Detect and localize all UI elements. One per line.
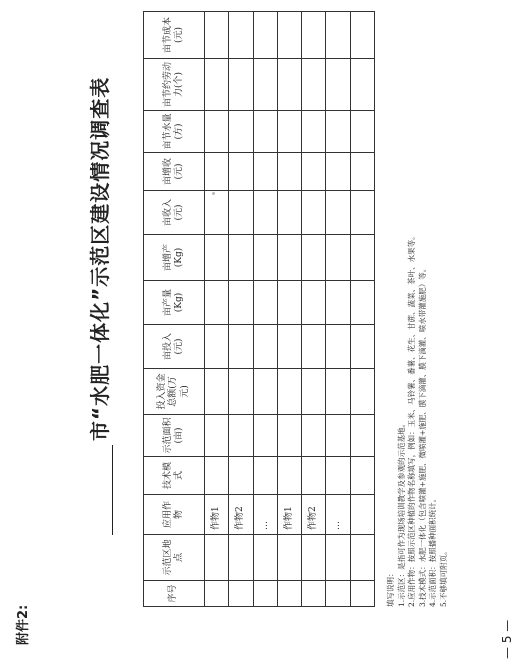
- table-cell[interactable]: [229, 581, 253, 607]
- table-cell[interactable]: [253, 457, 277, 495]
- table-cell[interactable]: [302, 535, 326, 581]
- table-cell[interactable]: [277, 235, 301, 281]
- table-cell[interactable]: [253, 281, 277, 325]
- table-cell[interactable]: [277, 325, 301, 369]
- table-cell[interactable]: [205, 535, 229, 581]
- table-cell[interactable]: [302, 581, 326, 607]
- table-cell[interactable]: [277, 191, 301, 235]
- table-cell[interactable]: [277, 153, 301, 191]
- table-cell[interactable]: 作物1: [205, 495, 229, 535]
- table-row: [326, 12, 350, 607]
- table-cell[interactable]: [350, 325, 374, 369]
- table-cell[interactable]: [253, 415, 277, 457]
- table-cell[interactable]: [350, 581, 374, 607]
- table-cell[interactable]: [350, 235, 374, 281]
- table-cell[interactable]: [229, 191, 253, 235]
- table-cell[interactable]: [253, 369, 277, 415]
- table-cell[interactable]: [277, 535, 301, 581]
- table-cell[interactable]: [326, 457, 350, 495]
- table-cell[interactable]: [326, 535, 350, 581]
- table-cell[interactable]: [229, 415, 253, 457]
- header-cell: 示范区地点: [144, 535, 205, 581]
- table-cell[interactable]: [205, 457, 229, 495]
- form-title: [84, 15, 113, 535]
- table-cell[interactable]: [205, 153, 229, 191]
- table-cell[interactable]: …: [253, 495, 277, 535]
- table-row: [277, 12, 301, 607]
- table-cell[interactable]: [277, 415, 301, 457]
- table-cell[interactable]: [302, 191, 326, 235]
- table-row: [302, 12, 326, 607]
- table-cell[interactable]: [205, 111, 229, 153]
- note-line: 5.不够填可附页。: [438, 547, 448, 607]
- table-cell[interactable]: [205, 281, 229, 325]
- table-cell[interactable]: [326, 281, 350, 325]
- table-cell[interactable]: [350, 153, 374, 191]
- table-cell[interactable]: [350, 12, 374, 59]
- table-cell[interactable]: [253, 235, 277, 281]
- table-cell[interactable]: [302, 369, 326, 415]
- table-header-row: [144, 12, 205, 607]
- table-cell[interactable]: [277, 457, 301, 495]
- table-cell[interactable]: [350, 415, 374, 457]
- table-cell[interactable]: [350, 191, 374, 235]
- table-cell[interactable]: [326, 111, 350, 153]
- header-cell: 亩产量(Kg): [144, 281, 205, 325]
- table-cell[interactable]: [302, 59, 326, 111]
- header-cell: 亩节约劳动力(个): [144, 59, 205, 111]
- table-cell[interactable]: 作物2: [302, 495, 326, 535]
- table-cell[interactable]: [350, 111, 374, 153]
- filling-notes: [386, 7, 449, 607]
- table-cell[interactable]: [326, 325, 350, 369]
- table-cell[interactable]: [229, 325, 253, 369]
- table-cell[interactable]: [350, 59, 374, 111]
- table-cell[interactable]: [277, 111, 301, 153]
- table-cell[interactable]: [302, 281, 326, 325]
- header-cell: 投入资金总额(万元): [144, 369, 205, 415]
- table-cell[interactable]: [205, 191, 229, 235]
- survey-table: [143, 11, 375, 607]
- table-row: [205, 12, 229, 607]
- header-cell: 亩收入(元): [144, 191, 205, 235]
- header-cell: 亩投入(元): [144, 325, 205, 369]
- attachment-label: 附件2:: [16, 604, 31, 645]
- table-cell[interactable]: [350, 457, 374, 495]
- table-cell[interactable]: …: [326, 495, 350, 535]
- note-line: 4.示范面积：按照播种面积统计。: [428, 494, 437, 607]
- table-cell[interactable]: [229, 369, 253, 415]
- header-cell: 示范面积(亩): [144, 415, 205, 457]
- table-cell[interactable]: [253, 325, 277, 369]
- table-cell[interactable]: [302, 111, 326, 153]
- table-cell[interactable]: [253, 59, 277, 111]
- table-cell[interactable]: [326, 581, 350, 607]
- header-cell: 序号: [144, 581, 205, 607]
- table-cell[interactable]: [205, 59, 229, 111]
- title-text: 市“水肥一体化”示范区建设情况调查表: [88, 76, 112, 441]
- title-blank-line: [94, 445, 113, 535]
- table-cell[interactable]: [302, 415, 326, 457]
- table-cell[interactable]: [229, 235, 253, 281]
- table-cell[interactable]: [253, 12, 277, 59]
- header-cell: 亩增收(元): [144, 153, 205, 191]
- table-cell[interactable]: [253, 111, 277, 153]
- note-line: 1.示范区：是指可作为现场培训教学及参观的示范基地。: [396, 419, 406, 607]
- table-cell[interactable]: [205, 581, 229, 607]
- header-cell: 亩节水量(方): [144, 111, 205, 153]
- table-cell[interactable]: [229, 535, 253, 581]
- table-cell[interactable]: 作物2: [229, 495, 253, 535]
- table-cell[interactable]: [326, 153, 350, 191]
- table-cell[interactable]: [205, 369, 229, 415]
- header-cell: 亩增产(Kg): [144, 235, 205, 281]
- table-cell[interactable]: [229, 153, 253, 191]
- header-cell: 技术模式: [144, 457, 205, 495]
- table-cell[interactable]: [277, 59, 301, 111]
- table-cell[interactable]: [205, 235, 229, 281]
- table-cell[interactable]: [229, 12, 253, 59]
- table-cell[interactable]: [326, 191, 350, 235]
- table-cell[interactable]: [205, 12, 229, 59]
- header-cell: 亩节成本(元): [144, 12, 205, 59]
- table-cell[interactable]: [253, 535, 277, 581]
- table-cell[interactable]: [277, 369, 301, 415]
- table-cell[interactable]: [205, 415, 229, 457]
- table-cell[interactable]: [350, 281, 374, 325]
- table-cell[interactable]: [205, 325, 229, 369]
- table-cell[interactable]: [326, 59, 350, 111]
- table-row: [253, 12, 277, 607]
- table-cell[interactable]: [350, 495, 374, 535]
- table-cell[interactable]: [326, 369, 350, 415]
- table-cell[interactable]: [302, 12, 326, 59]
- scan-speck: [212, 192, 215, 195]
- table-cell[interactable]: [229, 281, 253, 325]
- table-cell[interactable]: [326, 235, 350, 281]
- table-cell[interactable]: [302, 325, 326, 369]
- table-cell[interactable]: [277, 12, 301, 59]
- table-cell[interactable]: [277, 281, 301, 325]
- header-cell: 应用作物: [144, 495, 205, 535]
- table-cell[interactable]: [253, 581, 277, 607]
- note-line: 填写说明：: [386, 569, 395, 607]
- note-line: 3.技术模式：水肥一体化（包含喷灌+施肥、微喷灌+施肥、膜下滴灌、膜下滴灌、喷水带灌施肥）等。: [417, 264, 427, 607]
- table-row: [350, 12, 374, 607]
- note-line: 2.应用作物：按照示范区种植的作物名称填写，例如：玉米、马铃薯、番薯、花生、甘蔗、蔬菜、茶叶、水果等。: [407, 232, 416, 607]
- table-cell[interactable]: [350, 535, 374, 581]
- table-cell[interactable]: [326, 12, 350, 59]
- table-cell[interactable]: [302, 457, 326, 495]
- table-cell[interactable]: [253, 153, 277, 191]
- table-cell[interactable]: [350, 369, 374, 415]
- table-cell[interactable]: [229, 457, 253, 495]
- table-cell[interactable]: [277, 581, 301, 607]
- page-number: — 5 —: [500, 619, 514, 659]
- table-cell[interactable]: [229, 111, 253, 153]
- table-cell[interactable]: 作物1: [277, 495, 301, 535]
- table-body: [205, 12, 375, 607]
- table-cell[interactable]: [302, 153, 326, 191]
- table-row: [229, 12, 253, 607]
- table-cell[interactable]: [302, 235, 326, 281]
- table-cell[interactable]: [326, 415, 350, 457]
- table-cell[interactable]: [229, 59, 253, 111]
- table-cell[interactable]: [253, 191, 277, 235]
